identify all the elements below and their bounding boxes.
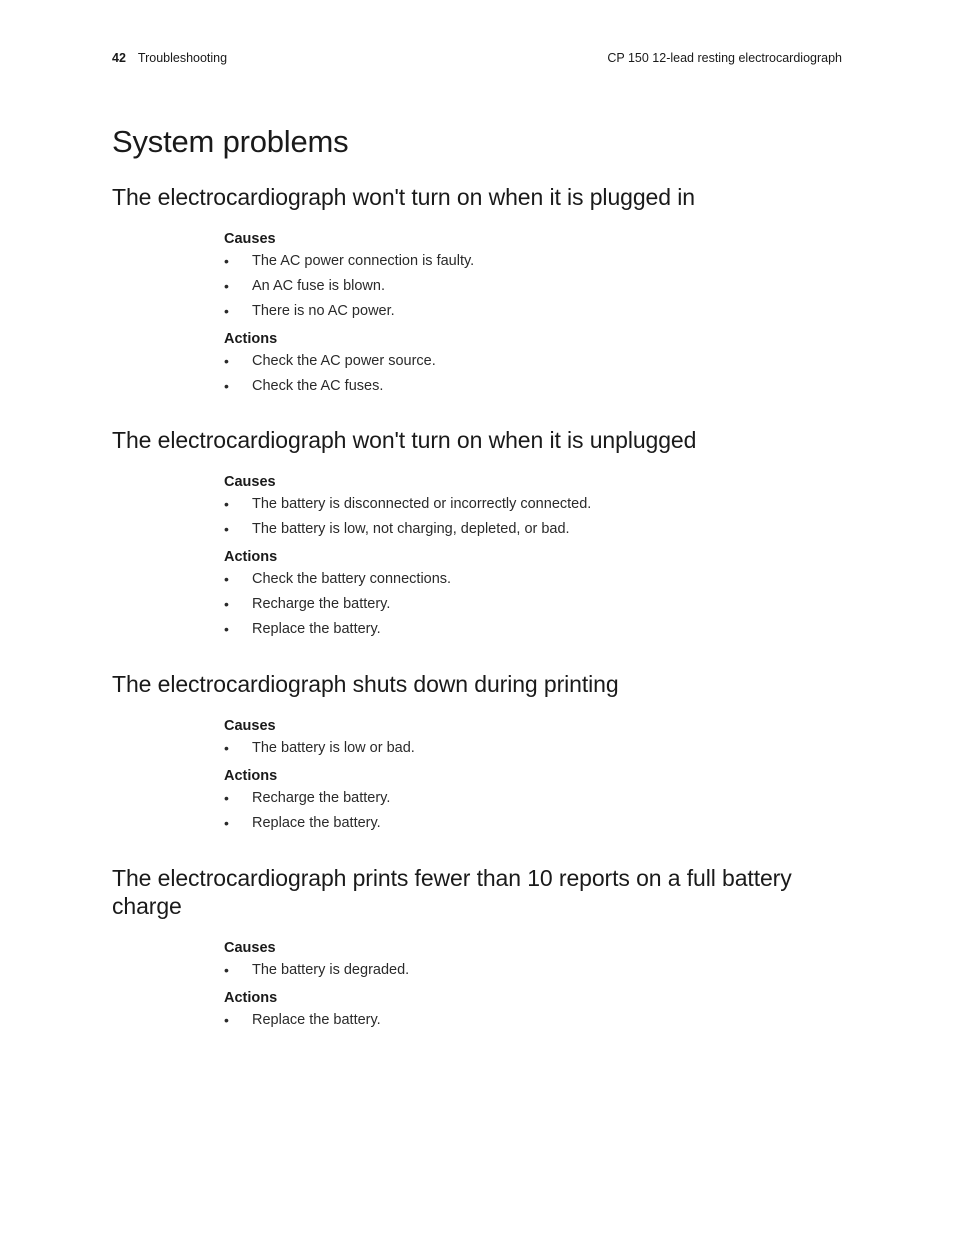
list-item [224, 736, 842, 761]
actions-list [224, 349, 842, 399]
actions-block [224, 548, 842, 642]
list-item [224, 517, 842, 542]
list-item-text: The battery is low, not charging, depleted, or bad. [252, 521, 570, 537]
bullet-icon: • [224, 353, 229, 369]
chapter-name: Troubleshooting [137, 51, 228, 65]
bullet-icon: • [224, 278, 229, 294]
list-item-text: Replace the battery. [252, 815, 381, 831]
bullet-icon: • [224, 303, 229, 319]
bullet-icon: • [224, 740, 229, 756]
list-item-text: The battery is degraded. [252, 962, 410, 978]
bullet-icon: • [224, 815, 229, 831]
bullet-icon: • [224, 571, 229, 587]
actions-block [224, 989, 842, 1033]
list-item-text: There is no AC power. [252, 303, 395, 319]
list-item [224, 349, 842, 374]
list-item [224, 786, 842, 811]
causes-list [224, 958, 842, 983]
actions-list [224, 567, 842, 642]
bullet-icon: • [224, 1012, 229, 1028]
list-item-text: Check the AC fuses. [252, 378, 384, 394]
list-item-text: Recharge the battery. [252, 596, 391, 612]
bullet-icon: • [224, 596, 229, 612]
section-unplugged [112, 426, 842, 642]
bullet-icon: • [224, 621, 229, 637]
causes-block [224, 473, 842, 542]
actions-label: Actions [224, 768, 278, 784]
list-item [224, 274, 842, 299]
list-item [224, 567, 842, 592]
causes-block [224, 230, 842, 324]
list-item [224, 374, 842, 399]
list-item-text: Check the AC power source. [252, 353, 436, 369]
list-item-text: An AC fuse is blown. [252, 278, 385, 294]
actions-list [224, 1008, 842, 1033]
page-title: System problems [112, 124, 349, 159]
causes-block [224, 939, 842, 983]
actions-label: Actions [224, 990, 278, 1006]
bullet-icon: • [224, 253, 229, 269]
list-item [224, 1008, 842, 1033]
section-heading: The electrocardiograph prints fewer than 10 reports on a full battery charge [112, 865, 792, 919]
section-shuts-down [112, 670, 842, 836]
actions-label: Actions [224, 331, 278, 347]
causes-label: Causes [224, 718, 276, 734]
list-item [224, 299, 842, 324]
causes-label: Causes [224, 231, 276, 247]
page-number: 42 [112, 51, 126, 65]
section-fewer-reports [112, 864, 842, 1033]
section-heading: The electrocardiograph won't turn on when it is unplugged [112, 427, 697, 453]
causes-list [224, 736, 842, 761]
list-item-text: The battery is disconnected or incorrectly connected. [252, 496, 592, 512]
actions-list [224, 786, 842, 836]
bullet-icon: • [224, 521, 229, 537]
list-item [224, 249, 842, 274]
bullet-icon: • [224, 790, 229, 806]
causes-block [224, 717, 842, 761]
list-item-text: Replace the battery. [252, 621, 381, 637]
list-item [224, 492, 842, 517]
actions-label: Actions [224, 549, 278, 565]
causes-label: Causes [224, 474, 276, 490]
actions-block [224, 330, 842, 399]
section-heading: The electrocardiograph won't turn on when it is plugged in [112, 184, 695, 210]
running-header [112, 49, 842, 67]
list-item-text: Check the battery connections. [252, 571, 452, 587]
list-item-text: The AC power connection is faulty. [252, 253, 475, 269]
list-item-text: Replace the battery. [252, 1012, 381, 1028]
list-item-text: Recharge the battery. [252, 790, 391, 806]
section-heading: The electrocardiograph shuts down during printing [112, 671, 619, 697]
list-item [224, 592, 842, 617]
running-header-left [112, 49, 227, 67]
section-plugged-in [112, 183, 842, 399]
causes-list [224, 492, 842, 542]
list-item [224, 617, 842, 642]
list-item-text: The battery is low or bad. [252, 740, 415, 756]
causes-list [224, 249, 842, 324]
list-item [224, 958, 842, 983]
bullet-icon: • [224, 378, 229, 394]
bullet-icon: • [224, 962, 229, 978]
list-item [224, 811, 842, 836]
bullet-icon: • [224, 496, 229, 512]
causes-label: Causes [224, 940, 276, 956]
product-name: CP 150 12-lead resting electrocardiograph [607, 51, 842, 65]
actions-block [224, 767, 842, 836]
